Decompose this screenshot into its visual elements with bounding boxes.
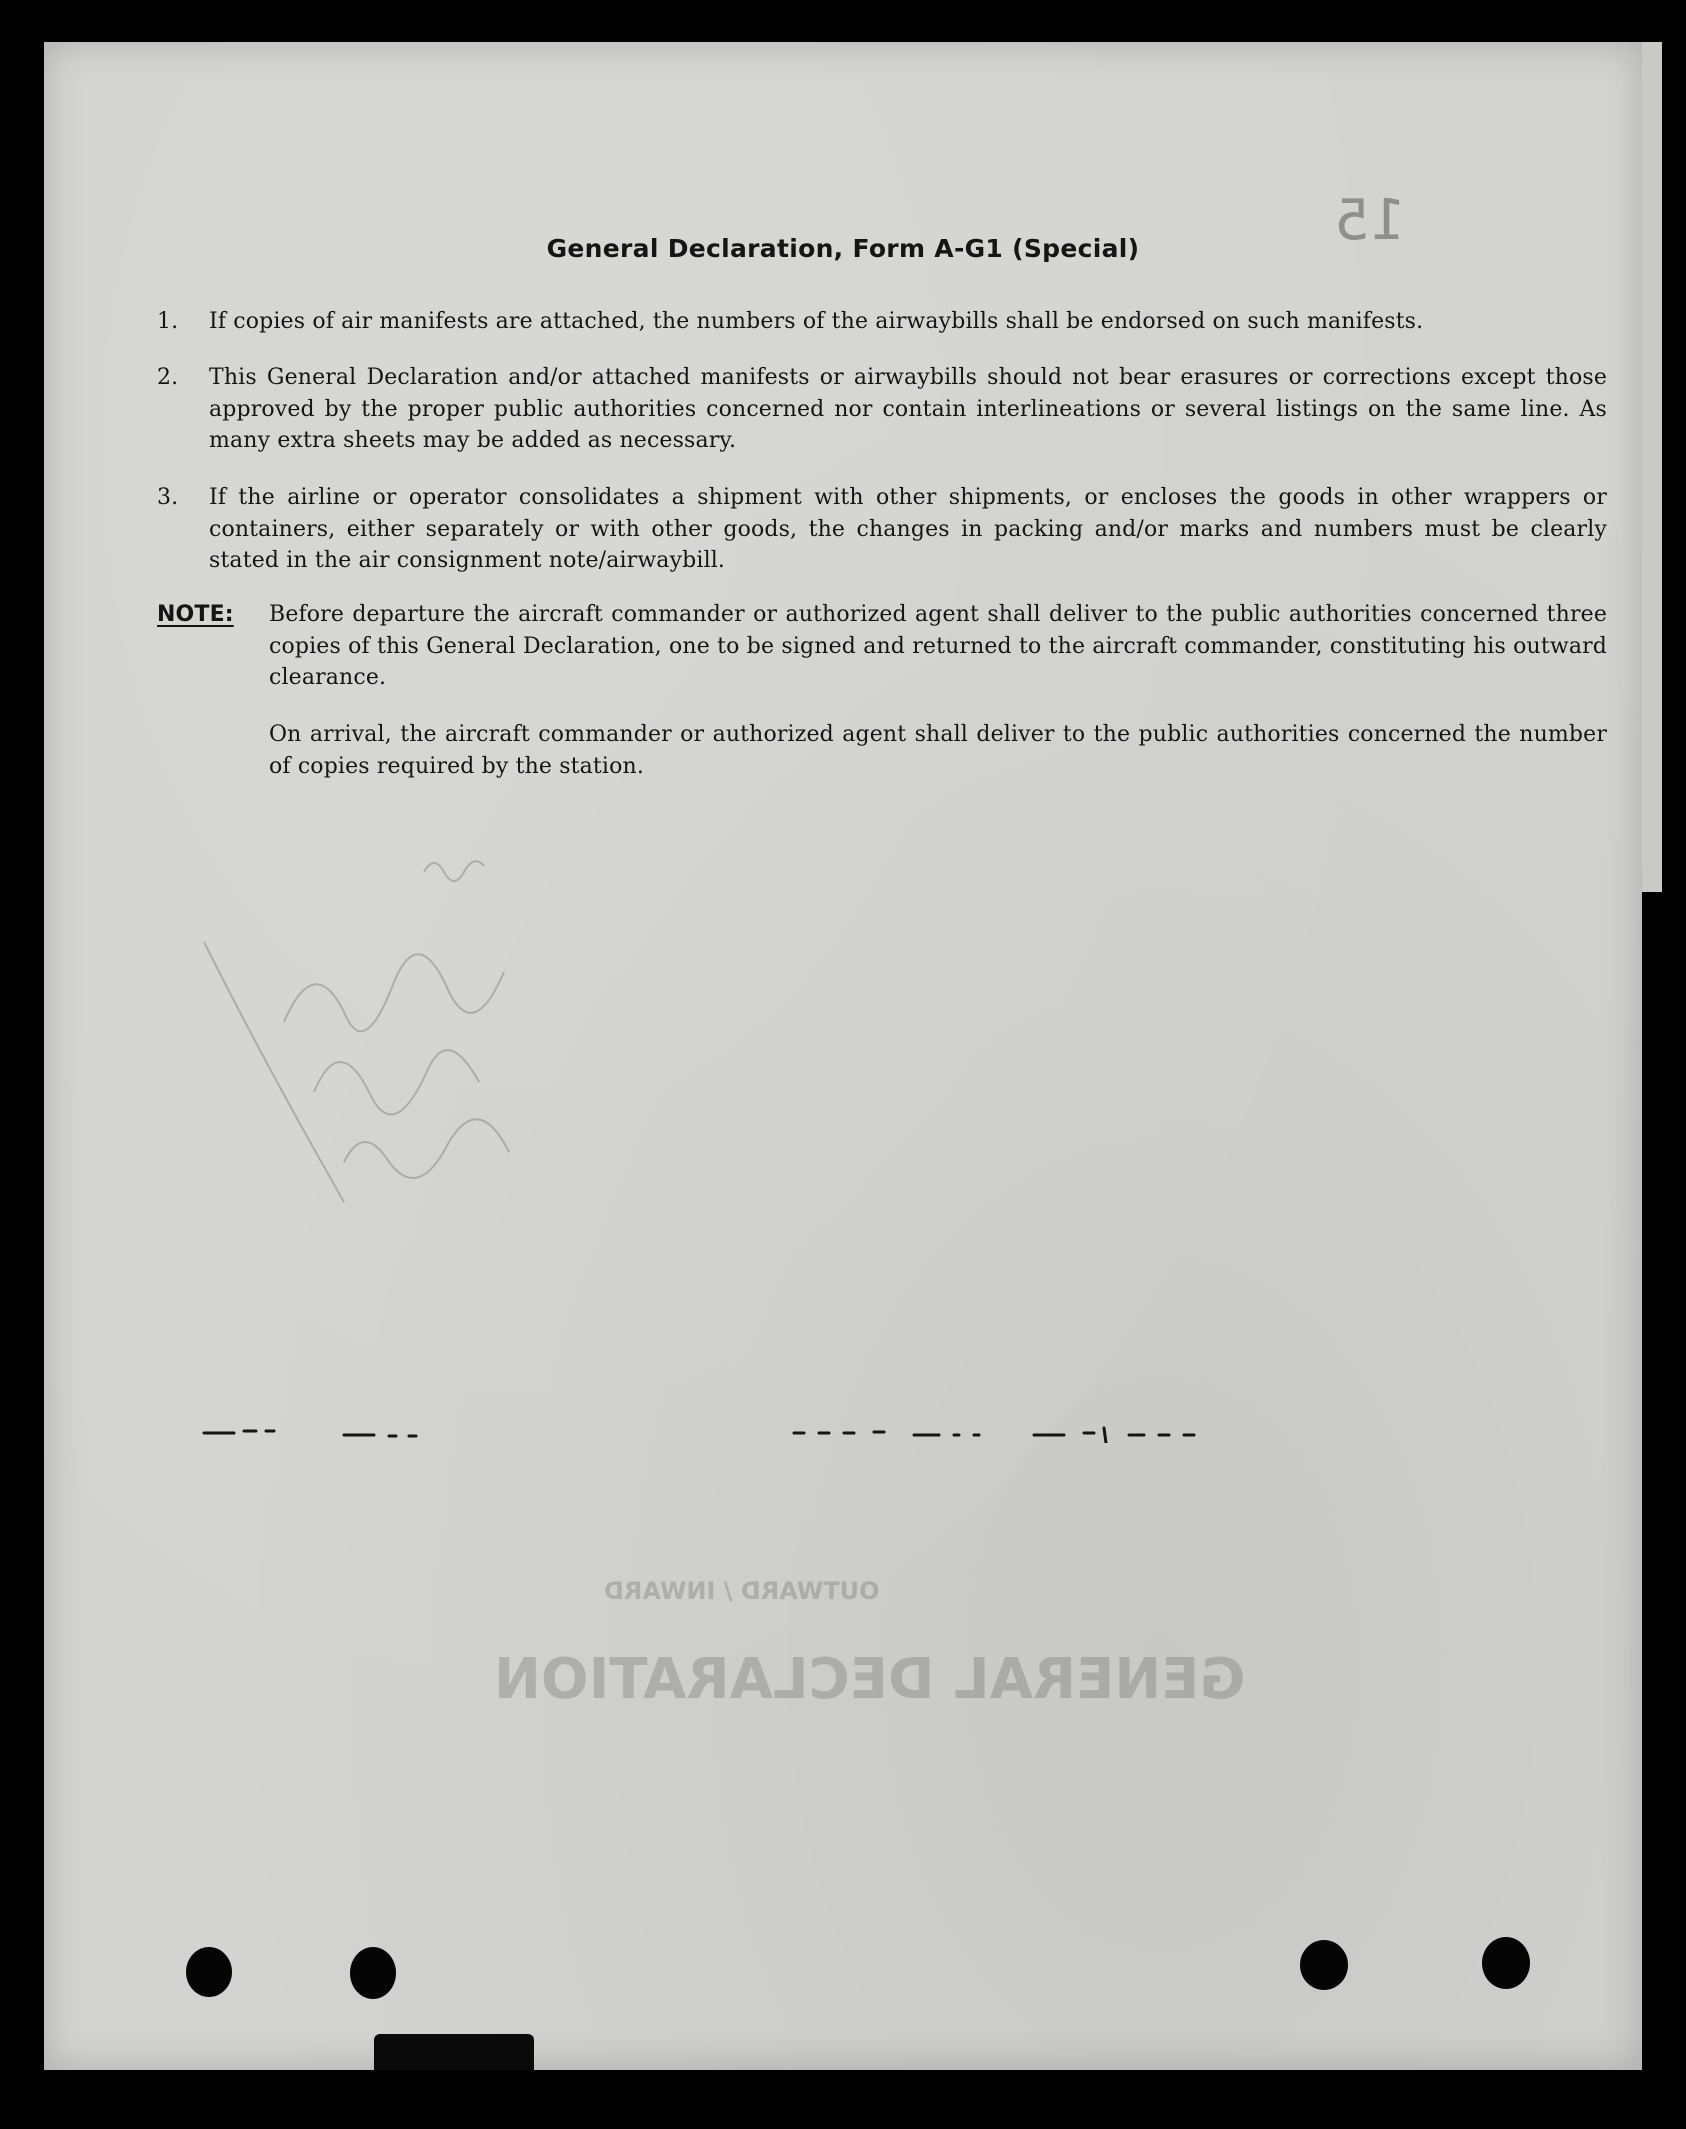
bleed-through-heading: GENERAL DECLARATION — [494, 1647, 1246, 1712]
item-number: 1. — [157, 309, 179, 334]
bleed-through-page-number: 15 — [1334, 188, 1406, 253]
note-label: NOTE: — [157, 602, 234, 627]
bleed-through-subheading: OUTWARD / INWARD — [604, 1577, 880, 1605]
punch-hole-1 — [186, 1947, 232, 1997]
instruction-item-3 — [157, 482, 1607, 577]
punch-hole-2 — [350, 1947, 396, 1999]
punch-hole-3 — [1300, 1940, 1348, 1990]
bottom-binding-tab — [374, 2034, 534, 2070]
punch-hole-4 — [1482, 1937, 1530, 1989]
item-number: 3. — [157, 485, 179, 510]
item-text: This General Declaration and/or attached manifests or airwaybills should not bear erasures or corrections except those approved by the proper public authorities concerned nor contain interlineations or several listings on the same line. As many extra sheets may be added as necessary. — [209, 365, 1607, 453]
note-text: Before departure the aircraft commander or authorized agent shall deliver to the public authorities concerned three copies of this General Declaration, one to be signed and returned to the aircraft commander, constituting his outward clearance. — [269, 602, 1607, 690]
document-page — [44, 42, 1642, 2070]
item-text: If the airline or operator consolidates a shipment with other shipments, or encloses the goods in other wrappers or containers, either separately or with other goods, the changes in packing and/or marks and numbers must be clearly stated in the air consignment note/airwaybill. — [209, 485, 1607, 573]
page-edge-fold — [1642, 42, 1662, 892]
instruction-item-2 — [157, 362, 1607, 457]
handwriting-bleed-through — [164, 842, 684, 1262]
arrival-note-text: On arrival, the aircraft commander or authorized agent shall deliver to the public authorities concerned the number of copies required by the station. — [269, 722, 1607, 779]
document-title: General Declaration, Form A-G1 (Special) — [546, 234, 1140, 263]
item-text: If copies of air manifests are attached, the numbers of the airwaybills shall be endorsed on such manifests. — [209, 309, 1424, 334]
instruction-item-1 — [157, 306, 1607, 338]
note-block — [157, 599, 1607, 694]
dashed-mark-row — [44, 1423, 1642, 1443]
item-number: 2. — [157, 365, 179, 390]
